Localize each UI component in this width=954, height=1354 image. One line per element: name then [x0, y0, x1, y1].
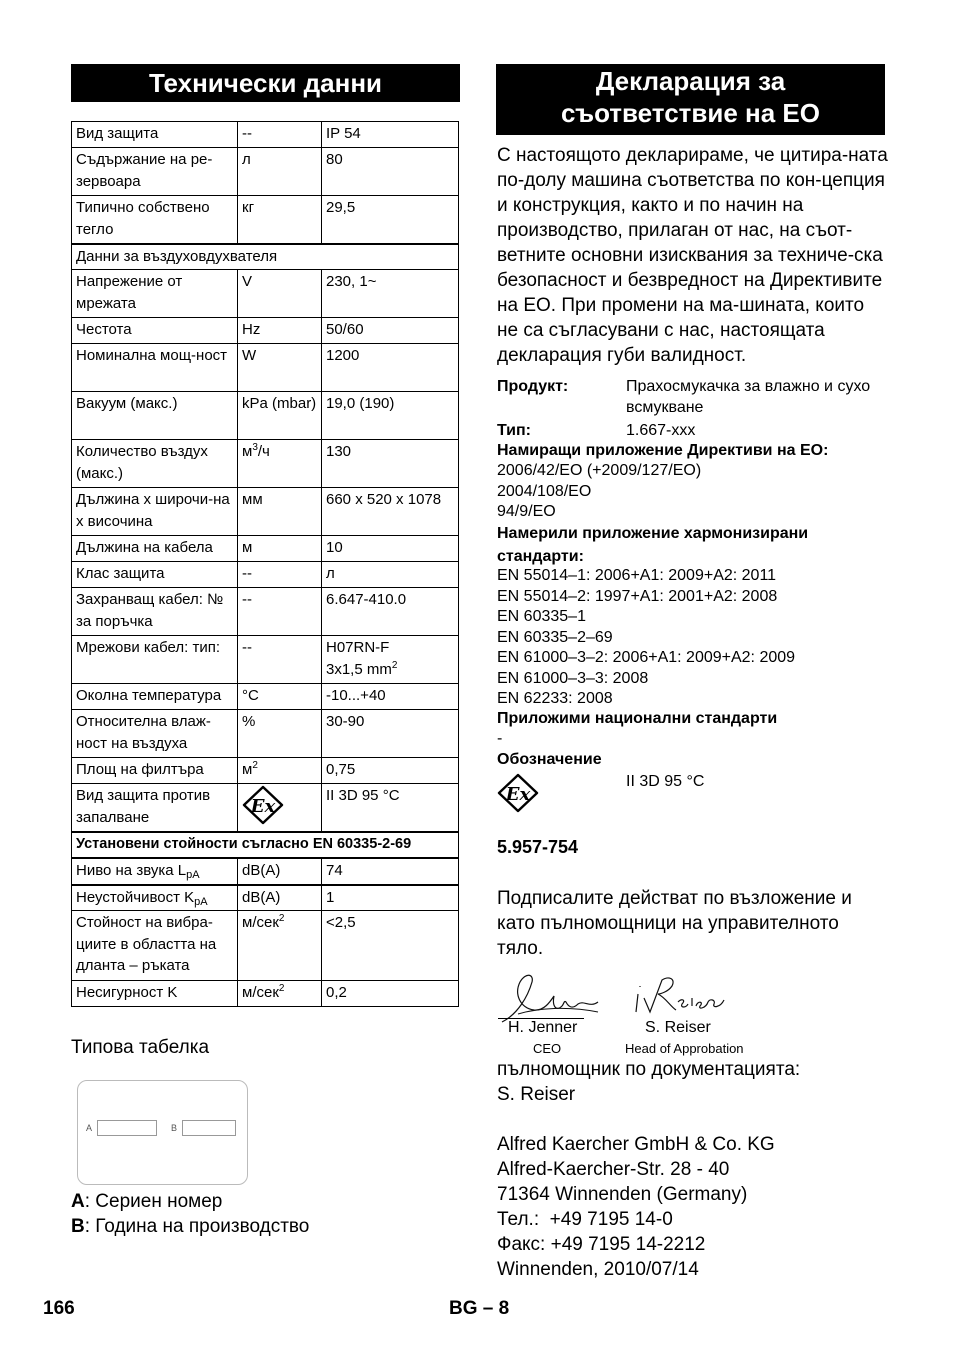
type-label: Тип:	[497, 422, 531, 439]
row-label: Стойност на вибра-циите в областта на дланта – ръката	[72, 911, 238, 981]
row-value: 30-90	[322, 710, 459, 758]
page-number: 166	[43, 1298, 75, 1319]
address-line: Winnenden, 2010/07/14	[497, 1259, 699, 1280]
row-unit: Hz	[238, 318, 322, 344]
legend-a: A: Сериен номер	[71, 1191, 223, 1212]
list-item: 94/9/EO	[497, 503, 556, 520]
row-unit	[238, 784, 322, 832]
table-row	[72, 148, 459, 196]
row-value: 19,0 (190)	[322, 392, 459, 440]
list-item: EN 61000–3–2: 2006+A1: 2009+A2: 2009	[497, 649, 796, 666]
row-unit: кг	[238, 196, 322, 244]
plate-field-b	[182, 1120, 236, 1136]
row-label: Неустойчивост $K_{pA}$	[72, 885, 238, 911]
row-value: 80	[322, 148, 459, 196]
signer-name-jenner: H. Jenner	[508, 1019, 578, 1036]
table-row	[72, 758, 459, 784]
type-plate-illustration	[77, 1080, 248, 1185]
row-label: Дължина на кабела	[72, 536, 238, 562]
type-value: 1.667-xxx	[626, 422, 696, 439]
marking-label: Обозначение	[497, 751, 602, 768]
row-value: II 3D 95 °C	[322, 784, 459, 832]
address-line: Факс: +49 7195 14-2212	[497, 1234, 706, 1255]
signer-role-reiser: Head of Approbation	[625, 1041, 744, 1056]
table-row	[72, 885, 459, 911]
row-value: -10...+40	[322, 684, 459, 710]
row-value: 10	[322, 536, 459, 562]
row-label: Мрежови кабел: тип:	[72, 636, 238, 684]
explosion-protection-icon	[242, 785, 284, 825]
signatories-text: Подписалите действат по възложение и като пълномощници на управителното тяло.	[497, 888, 852, 959]
row-unit: м/сек$^2$	[238, 981, 322, 1007]
directives-label: Намиращи приложение Директиви на ЕО:	[497, 442, 829, 459]
ec-declaration-heading: Декларация за съответствие на ЕО	[496, 64, 885, 135]
row-label: Напрежение от мрежата	[72, 270, 238, 318]
list-item: EN 62233: 2008	[497, 690, 613, 707]
declaration-intro: С настоящото декларираме, че цитира-ната по-долу машина съответства по кон-цепция и конструкция, както и по начин на производство, прилаган от нас, на съот-ветните основни изисквания за техниче-ска безопасност и безвредност на Директивите на ЕО. При промени на ма-шината, които не са съгласувани с нас, настоящата декларация губи валидност.	[497, 145, 888, 366]
table-section-row	[72, 244, 459, 270]
list-item: EN 55014–2: 1997+A1: 2001+A2: 2008	[497, 587, 778, 605]
table-section-row	[72, 832, 459, 858]
row-value: 660 x 520 x 1078	[322, 488, 459, 536]
row-label: Относителна влаж-ност на въздуха	[72, 710, 238, 758]
table-row	[72, 562, 459, 588]
standards-list	[497, 566, 889, 710]
product-value: Прахосмукачка за влажно и сухо всмукване	[626, 378, 871, 416]
row-label: Площ на филтъра	[72, 758, 238, 784]
row-label: Честота	[72, 318, 238, 344]
document-number: 5.957-754	[497, 837, 579, 857]
address-line: Тел.: +49 7195 14-0	[497, 1209, 673, 1230]
row-value: 29,5	[322, 196, 459, 244]
list-item: 2004/108/EO	[497, 482, 592, 500]
company-address	[497, 1132, 889, 1282]
svg-text:Ex: Ex	[250, 796, 276, 817]
row-label: Ниво на звука $L_{pA}$	[72, 858, 238, 885]
row-label: Вид защита	[72, 122, 238, 148]
plate-label-b: B	[171, 1123, 178, 1133]
table-row	[72, 270, 459, 318]
row-unit: --	[238, 562, 322, 588]
table-row	[72, 488, 459, 536]
documentation-representative: пълномощник по документацията: S. Reiser	[497, 1059, 801, 1105]
row-value: 130	[322, 440, 459, 488]
row-unit: мм	[238, 488, 322, 536]
national-standards-value: -	[497, 730, 503, 747]
svg-text:Ex: Ex	[505, 784, 531, 805]
table-row	[72, 784, 459, 832]
row-value: 1	[322, 885, 459, 911]
row-unit: $м^3/ч$	[238, 440, 322, 488]
row-unit: $м^2$	[238, 758, 322, 784]
signer-role-jenner: CEO	[533, 1041, 562, 1056]
row-label: Клас защита	[72, 562, 238, 588]
row-value: <2,5	[322, 911, 459, 981]
row-unit: --	[238, 122, 322, 148]
marking-value: II 3D 95 °C	[626, 773, 705, 790]
address-line: 71364 Winnenden (Germany)	[497, 1184, 748, 1205]
row-label: Съдържание на ре-зервоара	[72, 148, 238, 196]
row-label: Несигурност K	[72, 981, 238, 1007]
row-label: Дължина х широчи-на х височина	[72, 488, 238, 536]
row-unit: W	[238, 344, 322, 392]
row-label: Типично собствено тегло	[72, 196, 238, 244]
plate-field-a	[97, 1120, 157, 1136]
row-value: 6.647-410.0	[322, 588, 459, 636]
row-value: 0,2	[322, 981, 459, 1007]
table-row	[72, 588, 459, 636]
table-row	[72, 392, 459, 440]
row-unit: м	[238, 536, 322, 562]
row-unit: dB(A)	[238, 885, 322, 911]
list-item: 2006/42/EO (+2009/127/EO)	[497, 462, 702, 479]
row-unit: dB(A)	[238, 858, 322, 885]
table-row	[72, 636, 459, 684]
row-label: Вид защита против запалване	[72, 784, 238, 832]
product-label: Продукт:	[497, 378, 569, 395]
row-unit: м/сек$^2$	[238, 911, 322, 981]
table-row	[72, 318, 459, 344]
technical-data-heading: Технически данни	[71, 64, 460, 102]
directives-list	[497, 461, 889, 523]
row-unit: %	[238, 710, 322, 758]
technical-data-table	[71, 121, 459, 1007]
row-unit: --	[238, 636, 322, 684]
plate-label-a: A	[86, 1123, 93, 1133]
row-label: Вакуум (макс.)	[72, 392, 238, 440]
address-line: Alfred Kaercher GmbH & Co. KG	[497, 1134, 775, 1155]
row-value: л	[322, 562, 459, 588]
row-label: Количество въздух (макс.)	[72, 440, 238, 488]
row-unit: V	[238, 270, 322, 318]
section-label: Установени стойности съгласно EN 60335-2-69	[72, 832, 459, 858]
table-row	[72, 684, 459, 710]
list-item: EN 55014–1: 2006+A1: 2009+A2: 2011	[497, 567, 777, 584]
table-row	[72, 440, 459, 488]
row-label: Номинална мощ-ност	[72, 344, 238, 392]
section-page-label: BG – 8	[449, 1298, 510, 1319]
table-row	[72, 858, 459, 885]
row-unit: °C	[238, 684, 322, 710]
table-row	[72, 911, 459, 981]
row-value: IP 54	[322, 122, 459, 148]
type-plate-title: Типова табелка	[71, 1037, 210, 1058]
legend-b: B: Година на производство	[71, 1216, 310, 1237]
signature-reiser	[632, 972, 732, 1020]
row-value: 50/60	[322, 318, 459, 344]
standards-label: Намерили приложение хармонизирани стандарти:	[497, 525, 809, 565]
table-row	[72, 122, 459, 148]
row-value: 1200	[322, 344, 459, 392]
list-item: EN 60335–2–69	[497, 628, 613, 646]
row-label: Околна температура	[72, 684, 238, 710]
signer-name-reiser: S. Reiser	[645, 1019, 711, 1036]
national-standards-label: Приложими национални стандарти	[497, 710, 778, 727]
table-row	[72, 344, 459, 392]
table-row	[72, 196, 459, 244]
table-row	[72, 536, 459, 562]
row-unit: л	[238, 148, 322, 196]
list-item: EN 61000–3–3: 2008	[497, 669, 649, 687]
table-row	[72, 981, 459, 1007]
list-item: EN 60335–1	[497, 608, 586, 625]
address-line: Alfred-Kaercher-Str. 28 - 40	[497, 1159, 730, 1180]
row-value: 230, 1~	[322, 270, 459, 318]
row-label: Захранващ кабел: № за поръчка	[72, 588, 238, 636]
row-value: H07RN-F 3x1,5 $mm^2$	[322, 636, 459, 684]
table-row	[72, 710, 459, 758]
row-value: 74	[322, 858, 459, 885]
row-unit: --	[238, 588, 322, 636]
explosion-protection-icon	[497, 773, 539, 813]
row-unit: kPa (mbar)	[238, 392, 322, 440]
section-label: Данни за въздуховдухвателя	[72, 244, 459, 270]
row-value: 0,75	[322, 758, 459, 784]
